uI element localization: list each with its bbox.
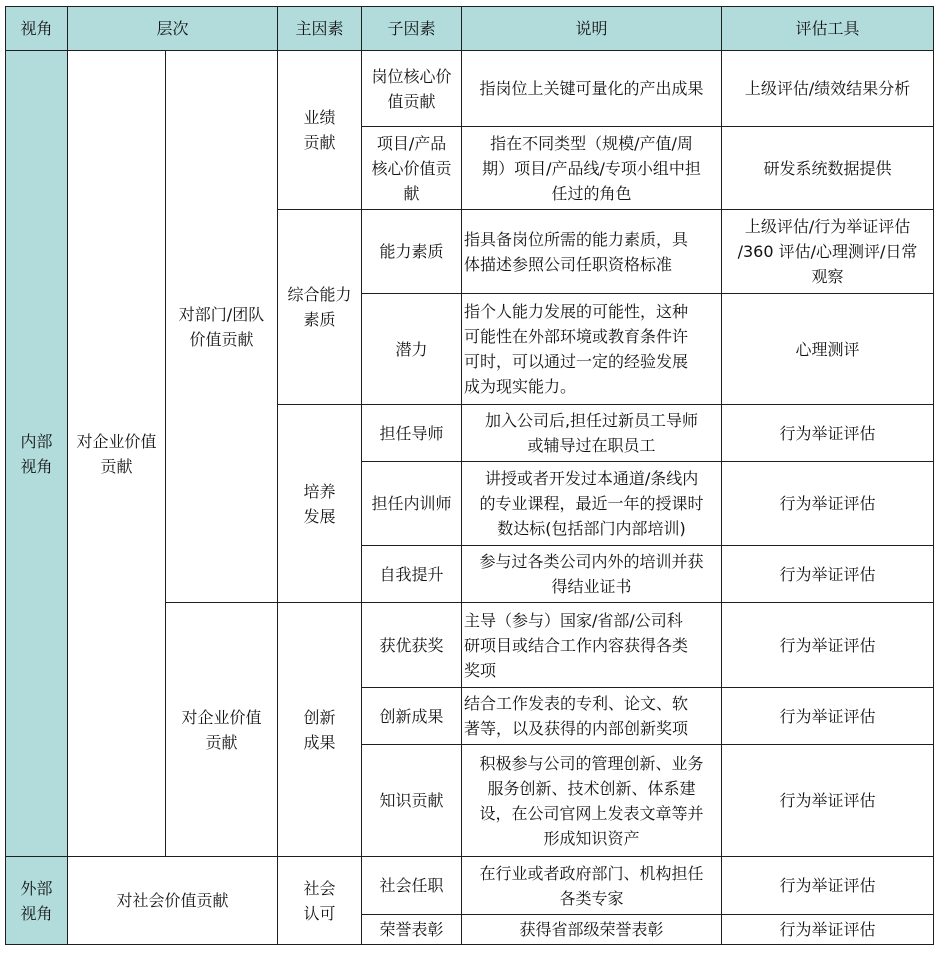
tool: 行为举证评估: [722, 603, 934, 688]
sub-factor: 担任内训师: [362, 462, 462, 546]
description: 指岗位上关键可量化的产出成果: [462, 51, 722, 127]
factor-innovation: 创新 成果: [278, 603, 362, 857]
evaluation-table: [5, 6, 934, 945]
sub-factor: 获优获奖: [362, 603, 462, 688]
description: 加入公司后,担任过新员工导师 或辅导过在职员工: [462, 405, 722, 462]
tool: 行为举证评估: [722, 915, 934, 945]
tool: 行为举证评估: [722, 405, 934, 462]
description: 结合工作发表的专利、论文、软 著等，以及获得的内部创新奖项: [462, 688, 722, 745]
description: 在行业或者政府部门、机构担任 各类专家: [462, 857, 722, 915]
sub-factor: 创新成果: [362, 688, 462, 745]
level-enterprise: 对企业价值 贡献: [68, 51, 166, 857]
description: 主导（参与）国家/省部/公司科 研项目或结合工作内容获得各类 奖项: [462, 603, 722, 688]
tool: 上级评估/绩效结果分析: [722, 51, 934, 127]
header-sub-factor: 子因素: [362, 7, 462, 51]
factor-ability: 综合能力 素质: [278, 210, 362, 405]
description: 获得省部级荣誉表彰: [462, 915, 722, 945]
tool: 行为举证评估: [722, 462, 934, 546]
sub-factor: 担任导师: [362, 405, 462, 462]
tool: 行为举证评估: [722, 857, 934, 915]
sub-factor: 自我提升: [362, 546, 462, 603]
perspective-internal: 内部 视角: [6, 51, 68, 857]
header-main-factor: 主因素: [278, 7, 362, 51]
factor-social: 社会 认可: [278, 857, 362, 945]
table-row: [6, 857, 934, 915]
tool: 上级评估/行为举证评估 /360 评估/心理测评/日常 观察: [722, 210, 934, 294]
level-enterprise-innovation: 对企业价值 贡献: [166, 603, 278, 857]
header-row: [6, 7, 934, 51]
factor-development: 培养 发展: [278, 405, 362, 603]
tool: 行为举证评估: [722, 688, 934, 745]
table-row: [6, 51, 934, 127]
level-dept-team: 对部门/团队 价值贡献: [166, 51, 278, 603]
description: 参与过各类公司内外的培训并获 得结业证书: [462, 546, 722, 603]
sub-factor: 社会任职: [362, 857, 462, 915]
sub-factor: 潜力: [362, 294, 462, 405]
sub-factor: 能力素质: [362, 210, 462, 294]
description: 指在不同类型（规模/产值/周 期）项目/产品线/专项小组中担 任过的角色: [462, 127, 722, 210]
sub-factor: 知识贡献: [362, 745, 462, 857]
header-tool: 评估工具: [722, 7, 934, 51]
factor-performance: 业绩 贡献: [278, 51, 362, 210]
tool: 心理测评: [722, 294, 934, 405]
header-perspective: 视角: [6, 7, 68, 51]
header-level: 层次: [68, 7, 278, 51]
tool: 行为举证评估: [722, 745, 934, 857]
sub-factor: 荣誉表彰: [362, 915, 462, 945]
tool: 研发系统数据提供: [722, 127, 934, 210]
description: 指具备岗位所需的能力素质，具 体描述参照公司任职资格标准: [462, 210, 722, 294]
tool: 行为举证评估: [722, 546, 934, 603]
sub-factor: 岗位核心价 值贡献: [362, 51, 462, 127]
header-description: 说明: [462, 7, 722, 51]
description: 讲授或者开发过本通道/条线内 的专业课程，最近一年的授课时 数达标(包括部门内部培训): [462, 462, 722, 546]
perspective-external: 外部 视角: [6, 857, 68, 945]
sub-factor: 项目/产品 核心价值贡 献: [362, 127, 462, 210]
level-society: 对社会价值贡献: [68, 857, 278, 945]
description: 指个人能力发展的可能性，这种 可能性在外部环境或教育条件许 可时，可以通过一定的经验发展 成为现实能力。: [462, 294, 722, 405]
description: 积极参与公司的管理创新、业务 服务创新、技术创新、体系建 设，在公司官网上发表文章等并 形成知识资产: [462, 745, 722, 857]
